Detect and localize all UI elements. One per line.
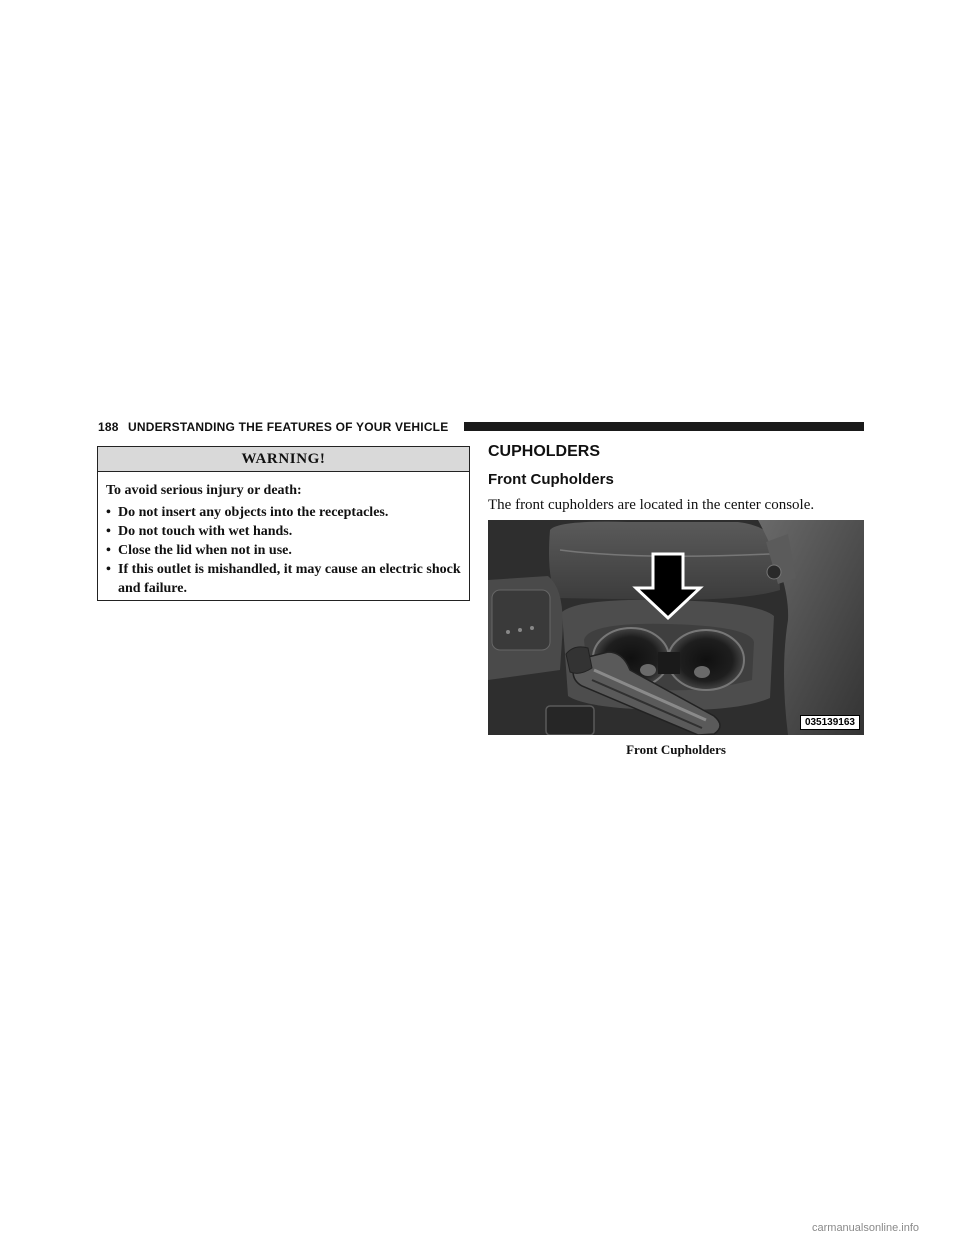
warning-item-text: Do not touch with wet hands.	[118, 524, 293, 539]
figure-code: 035139163	[800, 715, 860, 730]
warning-item	[106, 503, 469, 522]
section-title: UNDERSTANDING THE FEATURES OF YOUR VEHICLE	[128, 420, 449, 434]
page-header	[98, 418, 864, 436]
bullet-icon: •	[106, 505, 111, 520]
bullet-icon: •	[106, 524, 111, 539]
warning-title: WARNING!	[98, 447, 469, 472]
header-rule	[464, 422, 864, 431]
cupholder-photo	[488, 520, 864, 735]
warning-item-text: Do not insert any objects into the receptacles.	[118, 505, 389, 520]
warning-body	[98, 472, 469, 598]
figure-caption: Front Cupholders	[626, 742, 726, 757]
watermark: carmanualsonline.info	[812, 1222, 920, 1234]
warning-list	[106, 503, 469, 598]
subsection-heading: Front Cupholders	[488, 471, 614, 488]
warning-item-text: If this outlet is mishandled, it may cause an electric shock and failure.	[118, 562, 461, 596]
warning-item	[106, 522, 469, 541]
warning-intro: To avoid serious injury or death:	[106, 483, 302, 498]
section-heading: CUPHOLDERS	[488, 443, 601, 460]
body-paragraph: The front cupholders are located in the center console.	[488, 497, 815, 513]
warning-item	[106, 560, 469, 598]
bullet-icon: •	[106, 543, 111, 558]
warning-item-text: Close the lid when not in use.	[118, 543, 292, 558]
warning-item	[106, 541, 469, 560]
warning-box	[97, 446, 470, 601]
cupholder-figure	[488, 520, 864, 735]
page-number: 188	[98, 420, 119, 434]
bullet-icon: •	[106, 562, 111, 577]
